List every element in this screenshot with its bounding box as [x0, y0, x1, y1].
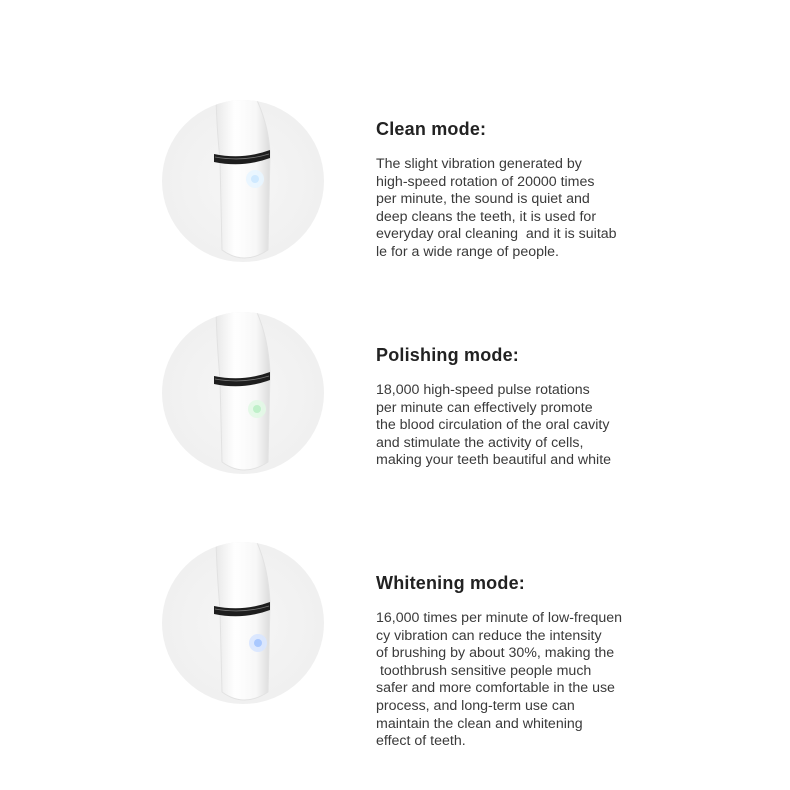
description-line: maintain the clean and whitening — [376, 715, 583, 732]
description-line: 18,000 high-speed pulse rotations — [376, 382, 590, 398]
description-line: The slight vibration generated by — [376, 156, 582, 172]
description-line: per minute, the sound is quiet and — [376, 191, 590, 208]
description-line: deep cleans the teeth, it is used for — [376, 208, 597, 225]
description-line: of brushing by about 30%, making the — [376, 645, 615, 662]
description-line: and stimulate the activity of cells, — [376, 434, 584, 451]
description-line: the blood circulation of the oral cavity — [376, 417, 610, 434]
toothbrush-device-icon — [162, 542, 324, 704]
polishing-mode-device-image — [162, 312, 324, 474]
toothbrush-device-icon — [162, 312, 324, 474]
toothbrush-device-icon — [162, 100, 324, 262]
description-line: effect of teeth. — [376, 733, 466, 750]
clean-mode-text — [376, 118, 666, 262]
polishing-mode-title: Polishing mode: — [376, 345, 520, 365]
description-line: everyday oral cleaning and it is suitab — [376, 226, 617, 243]
clean-mode-title: Clean mode: — [376, 119, 487, 139]
whitening-mode-device-image — [162, 542, 324, 704]
description-line: le for a wide range of people. — [376, 243, 559, 260]
whitening-mode-title: Whitening mode: — [376, 573, 525, 593]
description-line: making your teeth beautiful and white — [376, 452, 612, 469]
clean-mode-device-image — [162, 100, 324, 262]
description-line: high-speed rotation of 20000 times — [376, 173, 595, 190]
polishing-mode-text — [376, 344, 666, 470]
description-line: per minute can effectively promote — [376, 399, 593, 416]
whitening-mode-text — [376, 572, 666, 751]
polishing-mode-description — [376, 382, 666, 470]
description-line: safer and more comfortable in the use — [376, 680, 615, 697]
description-line: 16,000 times per minute of low-frequen — [376, 610, 623, 626]
whitening-mode-description — [376, 610, 666, 751]
clean-mode-description — [376, 156, 666, 262]
description-line: cy vibration can reduce the intensity — [376, 627, 602, 644]
description-line: toothbrush sensitive people much — [376, 662, 592, 679]
description-line: process, and long-term use can — [376, 697, 575, 714]
